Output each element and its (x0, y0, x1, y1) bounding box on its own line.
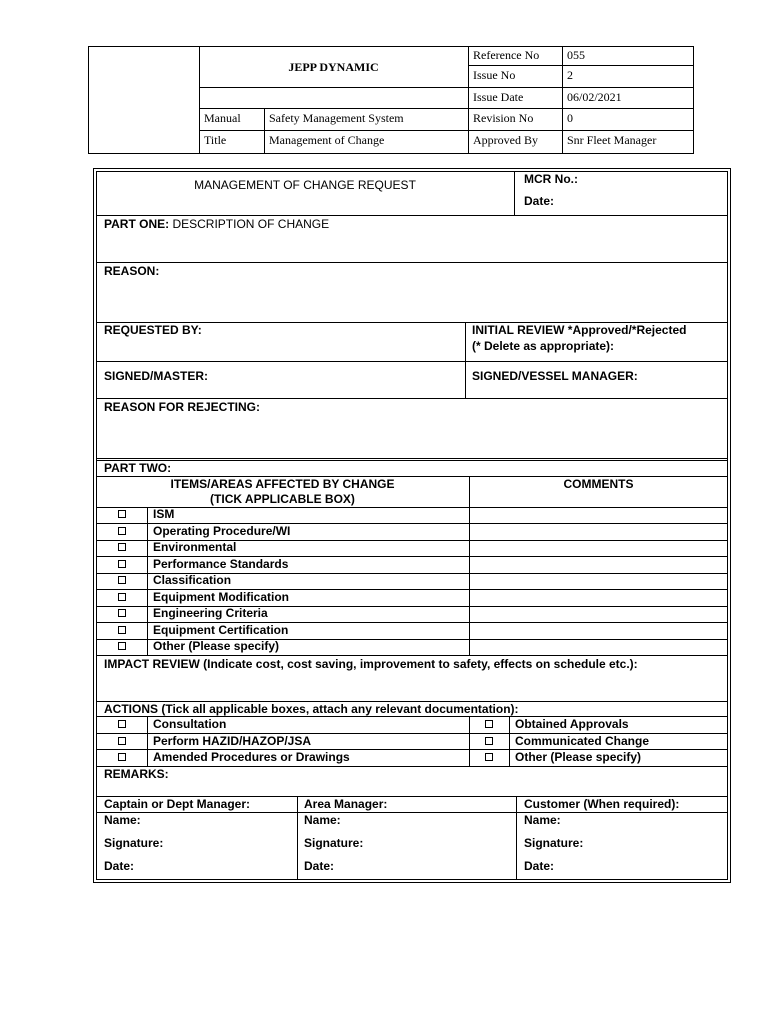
part-one-prefix: PART ONE: (104, 217, 170, 231)
form-divider (96, 215, 728, 216)
part-one-heading (104, 217, 329, 231)
signatory-role: Captain or Dept Manager: (104, 797, 251, 811)
approved-by-label: Approved By (473, 133, 538, 147)
manual-label: Manual (204, 111, 241, 125)
initial-review-line1: INITIAL REVIEW *Approved/*Rejected (472, 323, 687, 337)
item-label: Other (Please specify) (153, 639, 280, 653)
initial-review-line2: (* Delete as appropriate): (472, 339, 615, 353)
header-divider (562, 46, 563, 154)
header-divider (199, 130, 694, 131)
actions-label: ACTIONS (Tick all applicable boxes, attach any relevant documentation): (104, 702, 519, 716)
form-divider (96, 766, 728, 767)
company-name: JEPP DYNAMIC (288, 60, 379, 74)
title-value: Management of Change (269, 133, 385, 147)
signatory-signature-label: Signature: (304, 836, 364, 850)
requested-by-label: REQUESTED BY: (104, 323, 202, 337)
mcr-no-label: MCR No.: (524, 172, 578, 186)
checkbox[interactable] (118, 543, 126, 551)
form-title: MANAGEMENT OF CHANGE REQUEST (194, 178, 416, 192)
part-one-text: DESCRIPTION OF CHANGE (169, 217, 330, 231)
signatory-date-label: Date: (524, 859, 555, 873)
checkbox[interactable] (118, 510, 126, 518)
form-divider (147, 716, 148, 766)
header-divider (199, 108, 694, 109)
issue-date-label: Issue Date (473, 90, 524, 104)
items-header-line2: (TICK APPLICABLE BOX) (210, 492, 355, 506)
reference-no-value: 055 (567, 48, 585, 62)
form-divider (297, 796, 298, 880)
item-label: Environmental (153, 540, 237, 554)
signed-vessel-manager-label: SIGNED/VESSEL MANAGER: (472, 369, 638, 383)
signatory-signature-label: Signature: (524, 836, 584, 850)
signatory-role: Customer (When required): (524, 797, 680, 811)
action-label: Obtained Approvals (515, 717, 629, 731)
impact-review-label: IMPACT REVIEW (Indicate cost, cost saving, improvement to safety, effects on schedule etc.): (104, 657, 638, 671)
form-divider (516, 796, 517, 880)
checkbox[interactable] (485, 753, 493, 761)
comments-header: COMMENTS (563, 477, 634, 491)
form-divider (96, 460, 728, 461)
action-label: Consultation (153, 717, 227, 731)
form-divider (465, 322, 466, 398)
checkbox[interactable] (118, 609, 126, 617)
form-divider (96, 812, 728, 813)
title-label: Title (204, 133, 227, 147)
checkbox[interactable] (118, 720, 126, 728)
item-label: Operating Procedure/WI (153, 524, 291, 538)
checkbox[interactable] (118, 593, 126, 601)
items-header-line1: ITEMS/AREAS AFFECTED BY CHANGE (170, 477, 395, 491)
signatory-date-label: Date: (104, 859, 135, 873)
form-divider (96, 398, 728, 399)
checkbox[interactable] (118, 642, 126, 650)
action-label: Perform HAZID/HAZOP/JSA (153, 734, 312, 748)
form-divider (96, 458, 728, 459)
revision-no-value: 0 (567, 111, 573, 125)
reference-no-label: Reference No (473, 48, 540, 62)
action-label: Communicated Change (515, 734, 650, 748)
item-label: Classification (153, 573, 232, 587)
checkbox[interactable] (485, 737, 493, 745)
checkbox[interactable] (118, 527, 126, 535)
revision-no-label: Revision No (473, 111, 534, 125)
form-divider (96, 655, 728, 656)
signatory-signature-label: Signature: (104, 836, 164, 850)
reason-label: REASON: (104, 264, 160, 278)
signatory-date-label: Date: (304, 859, 335, 873)
item-label: ISM (153, 507, 175, 521)
item-label: Performance Standards (153, 557, 289, 571)
remarks-label: REMARKS: (104, 767, 169, 781)
signatory-name-label: Name: (524, 813, 561, 827)
issue-no-label: Issue No (473, 68, 516, 82)
form-divider (96, 262, 728, 263)
mcr-date-label: Date: (524, 194, 555, 208)
item-label: Equipment Certification (153, 623, 289, 637)
action-label: Amended Procedures or Drawings (153, 750, 350, 764)
form-divider (469, 716, 470, 766)
signatory-name-label: Name: (104, 813, 141, 827)
checkbox[interactable] (118, 737, 126, 745)
form-divider (147, 507, 148, 655)
header-divider (468, 46, 469, 154)
checkbox[interactable] (118, 576, 126, 584)
checkbox[interactable] (118, 753, 126, 761)
checkbox[interactable] (118, 626, 126, 634)
action-label: Other (Please specify) (515, 750, 642, 764)
form-divider (96, 507, 728, 508)
checkbox[interactable] (485, 720, 493, 728)
form-divider (509, 716, 510, 766)
approved-by-value: Snr Fleet Manager (567, 133, 657, 147)
form-divider (514, 171, 515, 215)
issue-no-value: 2 (567, 68, 573, 82)
form-divider (469, 476, 470, 655)
item-label: Equipment Modification (153, 590, 289, 604)
part-two-label: PART TWO: (104, 461, 172, 475)
manual-value: Safety Management System (269, 111, 404, 125)
signed-master-label: SIGNED/MASTER: (104, 369, 209, 383)
checkbox[interactable] (118, 560, 126, 568)
signatory-name-label: Name: (304, 813, 341, 827)
reason-rejecting-label: REASON FOR REJECTING: (104, 400, 261, 414)
header-divider (199, 87, 694, 88)
item-label: Engineering Criteria (153, 606, 268, 620)
header-divider (264, 108, 265, 154)
form-divider (96, 361, 728, 362)
issue-date-value: 06/02/2021 (567, 90, 622, 104)
header-divider (468, 65, 694, 66)
signatory-role: Area Manager: (304, 797, 388, 811)
